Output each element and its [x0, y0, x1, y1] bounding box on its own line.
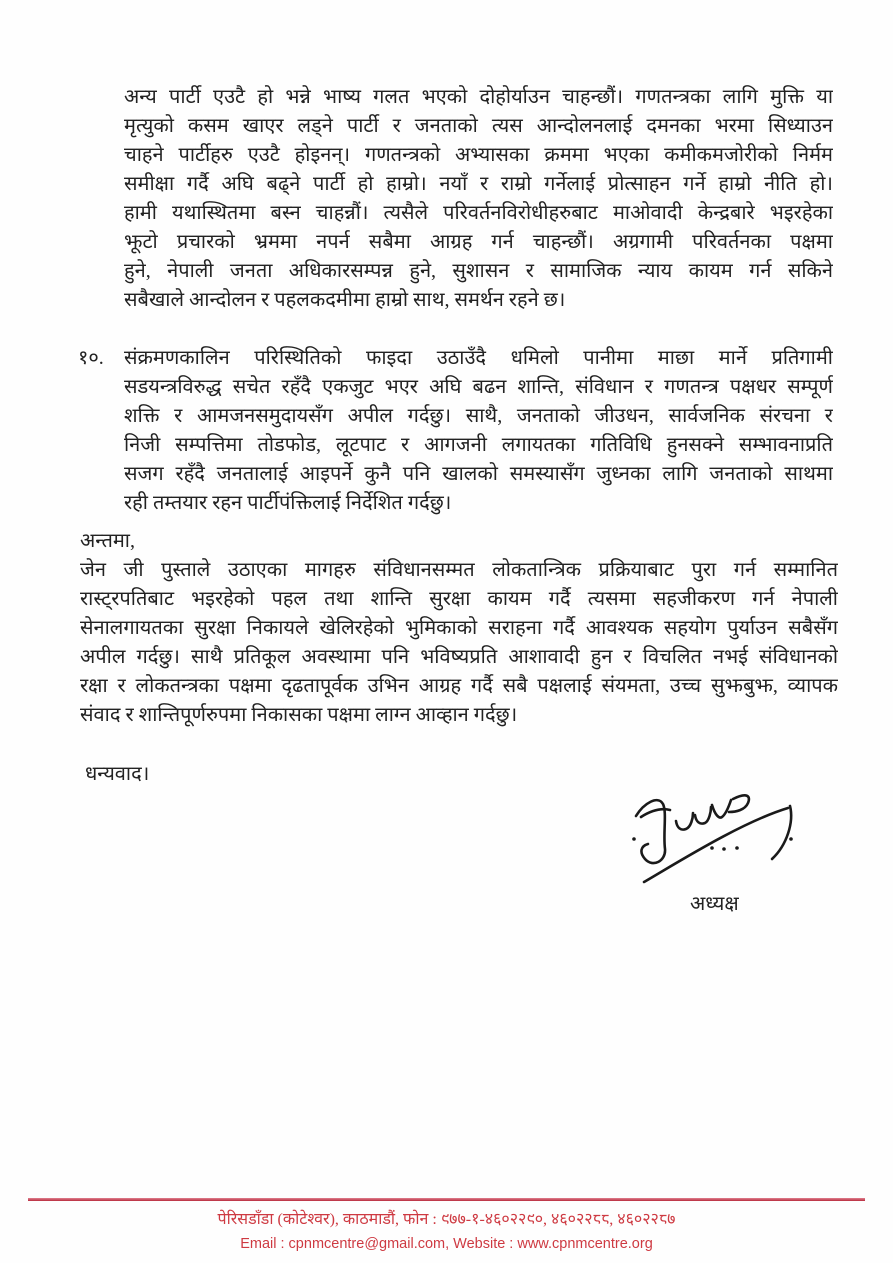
text-line: जेन जी पुस्ताले उठाएका मागहरु संविधानसम्मत लोकतान्त्रिक प्रक्रियाबाट पुरा गर्न सम्मानित — [80, 559, 838, 581]
text-line: रक्षा र लोकतन्त्रका पक्षमा दृढतापूर्वक उभिन आग्रह गर्दै सबै पक्षलाई संयमता, उच्च सुझबुझ, व्यापक — [80, 675, 838, 697]
text-line: अपील गर्दछु। साथै प्रतिकूल अवस्थामा पनि भविष्यप्रति आशावादी हुन र विचलित नभई संविधानको — [80, 646, 838, 668]
text-line: सजग रहँदै जनतालाई आइपर्ने कुनै पनि खालको समस्यासँग जुध्नका लागि जनताको साथमा — [124, 463, 833, 485]
text-line: सबैखाले आन्दोलन र पहलकदमीमा हाम्रो साथ, समर्थन रहने छ। — [124, 289, 566, 311]
text-line: हामी यथास्थितमा बस्न चाहन्नौं। त्यसैले परिवर्तनविरोधीहरुबाट माओवादी केन्द्रबारे भइरहेका — [124, 202, 833, 224]
paragraph-item-10 — [124, 344, 833, 518]
text-line: हुने, नेपाली जनता अधिकारसम्पन्न हुने, सुशासन र सामाजिक न्याय कायम गर्न सकिने — [124, 260, 833, 282]
text-line: रही तम्तयार रहन पार्टीपंक्तिलाई निर्देशित गर्दछु। — [124, 492, 452, 514]
text-line: चाहने पार्टीहरु एउटै होइनन्। गणतन्त्रको अभ्यासका क्रममा भएका कमीकमजोरीको निर्मम — [124, 144, 833, 166]
text-line: मृत्युको कसम खाएर लड्ने पार्टी र जनताको त्यस आन्दोलनलाई दमनका भरमा सिध्याउन — [124, 115, 833, 137]
text-line: संक्रमणकालिन परिस्थितिको फाइदा उठाउँदै धमिलो पानीमा माछा मार्ने प्रतिगामी — [124, 347, 833, 369]
signatory-title: अध्यक्ष — [690, 893, 739, 915]
text-line: शक्ति र आमजनसमुदायसँग अपील गर्दछु। साथै, जनताको जीउधन, सार्वजनिक संरचना र — [124, 405, 833, 427]
thanks-text: धन्यवाद। — [85, 763, 150, 785]
text-line: अन्य पार्टी एउटै हो भन्ने भाष्य गलत भएको दोहोर्याउन चाहन्छौं। गणतन्त्रका लागि मुक्ति या — [124, 86, 833, 108]
signature-scribble — [608, 780, 818, 890]
text-line: रास्ट्रपतिबाट भइरहेको पहल तथा शान्ति सुरक्षा कायम गर्दै त्यसमा सहजीकरण गर्न नेपाली — [80, 588, 838, 610]
list-number-10: १०. — [78, 347, 104, 369]
footer-address-phone: पेरिसडाँडा (कोटेश्वर), काठमाडौं, फोन : ९७७-१-४६०२२९०, ४६०२२८८, ४६०२२८७ — [217, 1211, 676, 1228]
text-line: सेनालगायतका सुरक्षा निकायले खेलिरहेको भुमिकाको सराहना गर्दै आवश्यक सहयोग पुर्याउन सबैसँग — [80, 617, 838, 639]
text-line: सडयन्त्रविरुद्ध सचेत रहँदै एकजुट भएर अघि बढन शान्ति, संविधान र गणतन्त्र पक्षधर सम्पूर्ण — [124, 376, 833, 398]
text-line: संवाद र शान्तिपूर्णरुपमा निकासका पक्षमा लाग्न आव्हान गर्दछु। — [80, 704, 518, 726]
text-line: झूटो प्रचारको भ्रममा नपर्न सबैमा आग्रह गर्न चाहन्छौं। अग्रगामी परिवर्तनका पक्षमा — [124, 231, 833, 253]
paragraph-continuation — [124, 83, 833, 315]
text-line: निजी सम्पत्तिमा तोडफोड, लूटपाट र आगजनी लगायतका गतिविधि हुनसक्ने सम्भावनाप्रति — [124, 434, 833, 456]
text-line: समीक्षा गर्दै अघि बढ्ने पार्टी हो हाम्रो। नयाँ र राम्रो गर्नेलाई प्रोत्साहन गर्ने हाम्रो नीति हो। — [124, 173, 833, 195]
closing-intro: अन्तमा, — [80, 530, 135, 552]
paragraph-closing — [80, 556, 838, 730]
footer-email-website: Email : cpnmcentre@gmail.com, Website : www.cpnmcentre.org — [240, 1236, 653, 1252]
footer-divider — [28, 1198, 865, 1201]
